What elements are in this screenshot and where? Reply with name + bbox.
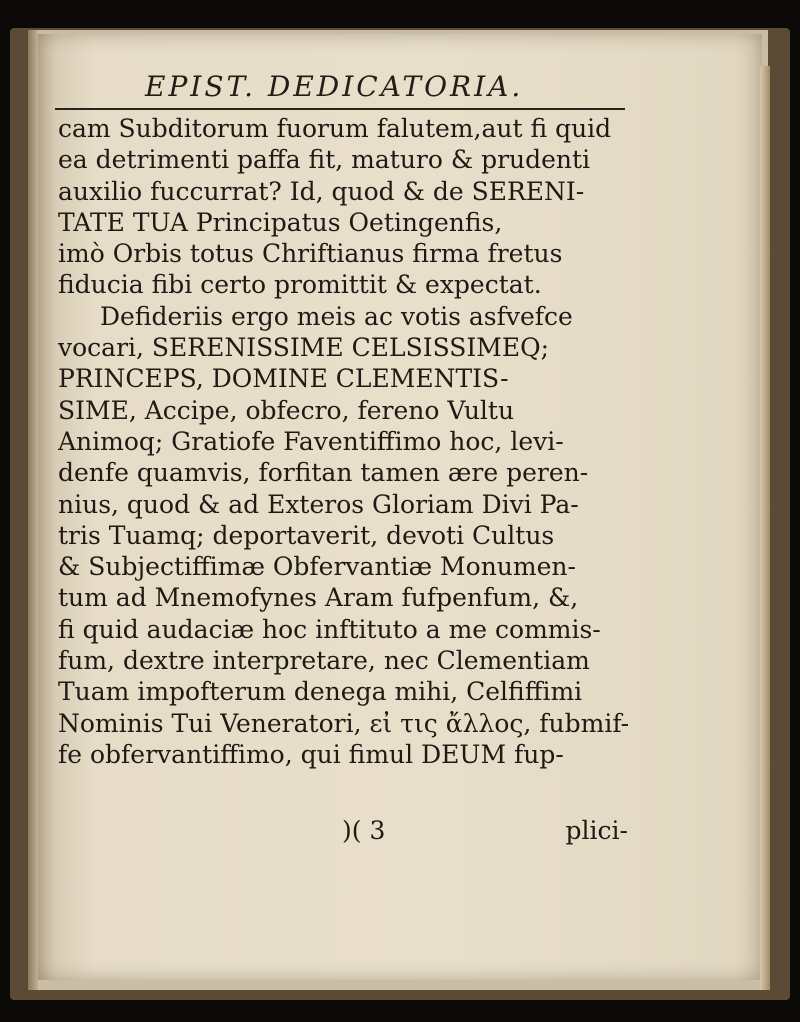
text-line: fiducia fibi certo promittit & expectat. <box>58 270 542 300</box>
text-line: tum ad Mnemofynes Aram fufpenfum, &, <box>58 583 579 613</box>
text-line: fi quid audaciæ hoc inftituto a me commis- <box>58 614 601 644</box>
text-line: Animoq; Gratiofe Faventiffimo hoc, levi- <box>58 426 564 456</box>
text-line: Defideriis ergo meis ac votis asfvefce <box>100 301 573 331</box>
catchword: plici- <box>565 816 628 845</box>
text-line: & Subjectiffimæ Obfervantiæ Monumen- <box>58 552 576 582</box>
binding-gutter <box>28 30 38 990</box>
text-line: nius, quod & ad Exteros Gloriam Divi Pa- <box>58 489 579 519</box>
header-rule <box>55 108 625 110</box>
text-line: denfe quamvis, forfitan tamen ære peren- <box>58 458 589 488</box>
text-line: TATE TUA Principatus Oetingenfis, <box>58 207 503 237</box>
text-line: fe obfervantiffimo, qui fimul DEUM fup- <box>58 739 564 769</box>
text-line: ea detrimenti paffa fit, maturo & prudenti <box>58 145 591 175</box>
text-line: Nominis Tui Veneratori, εἰ τις ἄλλος, fubmif- <box>58 708 630 738</box>
text-line: imò Orbis totus Chriftianus firma fretus <box>58 239 563 269</box>
running-title: EPIST. DEDICATORIA. <box>145 70 524 103</box>
page-footer <box>58 816 628 848</box>
text-line: cam Subditorum fuorum falutem,aut fi quid <box>58 114 612 143</box>
text-line: auxilio fuccurrat? Id, quod & de SERENI- <box>58 176 585 206</box>
text-line: SIME, Accipe, obfecro, fereno Vultu <box>58 395 515 425</box>
signature-mark: )( 3 <box>342 816 386 845</box>
main-text-block <box>58 113 638 770</box>
page-fore-edge <box>760 66 770 990</box>
text-line: PRINCEPS, DOMINE CLEMENTIS- <box>58 364 509 394</box>
text-line: vocari, SERENISSIME CELSISSIMEQ; <box>58 333 550 363</box>
text-line: tris Tuamq; deportaverit, devoti Cultus <box>58 520 555 550</box>
text-line: fum, dextre interpretare, nec Clementiam <box>58 646 590 676</box>
text-line: Tuam impofterum denega mihi, Celfiffimi <box>58 677 583 707</box>
